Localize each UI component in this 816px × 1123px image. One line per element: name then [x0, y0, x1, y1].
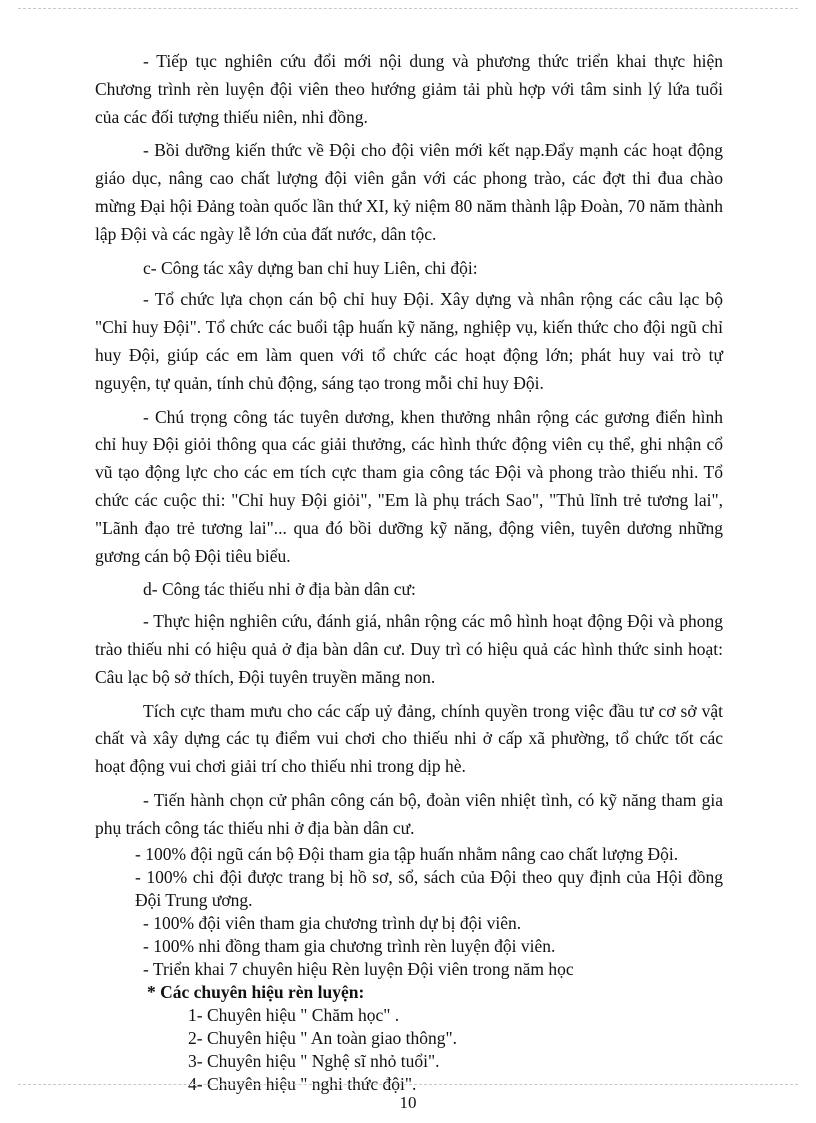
- target-item: - 100% đội ngũ cán bộ Đội tham gia tập huấn nhằm nâng cao chất lượng Đội.: [135, 843, 679, 864]
- badge-item: 2- Chuyên hiệu " An toàn giao thông".: [188, 1027, 457, 1048]
- target-item: - 100% nhi đồng tham gia chương trình rèn luyện đội viên.: [143, 935, 556, 956]
- target-item: - 100% đội viên tham gia chương trình dự bị đội viên.: [143, 912, 522, 933]
- section-heading-c: c- Công tác xây dựng ban chỉ huy Liên, chi đội:: [143, 257, 478, 278]
- bottom-dotted-rule: [18, 1084, 798, 1085]
- top-dotted-rule: [18, 8, 798, 9]
- target-item: - Triển khai 7 chuyên hiệu Rèn luyện Đội viên trong năm học: [143, 958, 574, 979]
- paragraph-community-models: - Thực hiện nghiên cứu, đánh giá, nhân rộng các mô hình hoạt động Đội và phong trào thiếu nhi có hiệu quả ở địa bàn dân cư. Duy trì có hiệu quả các hình thức sinh hoạt: Câu lạc bộ sở thích, Đội tuyên truyền măng non.: [95, 611, 723, 687]
- document-body: [95, 48, 723, 1096]
- badge-item: 4- Chuyên hiệu " nghi thức đội".: [188, 1073, 417, 1094]
- paragraph-commendation: - Chú trọng công tác tuyên dương, khen thưởng nhân rộng các gương điển hình chỉ huy Đội giỏi thông qua các giải thưởng, các hình thức động viên cụ thể, ghi nhận cổ vũ tạo động lực cho các em tích cực tham gia công tác Đội và phong trào thiếu nhi. Tổ chức các cuộc thi: "Chỉ huy Đội giỏi", "Em là phụ trách Sao", "Thủ lĩnh trẻ tương lai", "Lãnh đạo trẻ tương lai"... qua đó bồi dưỡng kỹ năng, động viên, tuyên dương những gương cán bộ Đội tiêu biểu.: [95, 406, 723, 566]
- paragraph-research: - Tiếp tục nghiên cứu đổi mới nội dung và phương thức triển khai thực hiện Chương trình rèn luyện đội viên theo hướng giảm tải phù hợp với tâm sinh lý lứa tuổi của các đối tượng thiếu niên, nhi đồng.: [95, 51, 723, 127]
- badges-heading: * Các chuyên hiệu rèn luyện:: [147, 981, 365, 1002]
- paragraph-assign-staff: - Tiến hành chọn cử phân công cán bộ, đoàn viên nhiệt tình, có kỹ năng tham gia phụ trách công tác thiếu nhi ở địa bàn dân cư.: [95, 789, 723, 838]
- target-item: - 100% chi đội được trang bị hồ sơ, sổ, sách của Đội theo quy định của Hội đồng Đội Trung ương.: [135, 866, 723, 910]
- badge-item: 1- Chuyên hiệu " Chăm học" .: [188, 1004, 400, 1025]
- paragraph-advise-authorities: Tích cực tham mưu cho các cấp uỷ đảng, chính quyền trong việc đầu tư cơ sở vật chất và xây dựng các tụ điểm vui chơi cho thiếu nhi ở cấp xã phường, tổ chức tốt các hoạt động vui chơi giải trí cho thiếu nhi trong dịp hè.: [95, 700, 723, 777]
- paragraph-training-new-members: - Bồi dưỡng kiến thức về Đội cho đội viên mới kết nạp.Đẩy mạnh các hoạt động giáo dục, nâng cao chất lượng đội viên gắn với các phong trào, các đợt thi đua chào mừng Đại hội Đảng toàn quốc lần thứ XI, kỷ niệm 80 năm thành lập Đoàn, 70 năm thành lập Đội và các ngày lễ lớn của đất nước, dân tộc.: [95, 140, 723, 244]
- page-number: 10: [399, 1093, 417, 1112]
- section-heading-d: d- Công tác thiếu nhi ở địa bàn dân cư:: [143, 579, 416, 600]
- badge-item: 3- Chuyên hiệu " Nghệ sĩ nhỏ tuổi".: [188, 1050, 440, 1071]
- paragraph-select-leaders: - Tổ chức lựa chọn cán bộ chỉ huy Đội. Xây dựng và nhân rộng các câu lạc bộ "Chỉ huy Đội". Tổ chức các buổi tập huấn kỹ năng, nghiệp vụ, kiến thức cho đội ngũ chỉ huy Đội, giúp các em làm quen với tổ chức các hoạt động lớn; phát huy vai trò tự nguyện, tự quản, tính chủ động, sáng tạo trong mỗi chỉ huy Đội.: [95, 289, 723, 393]
